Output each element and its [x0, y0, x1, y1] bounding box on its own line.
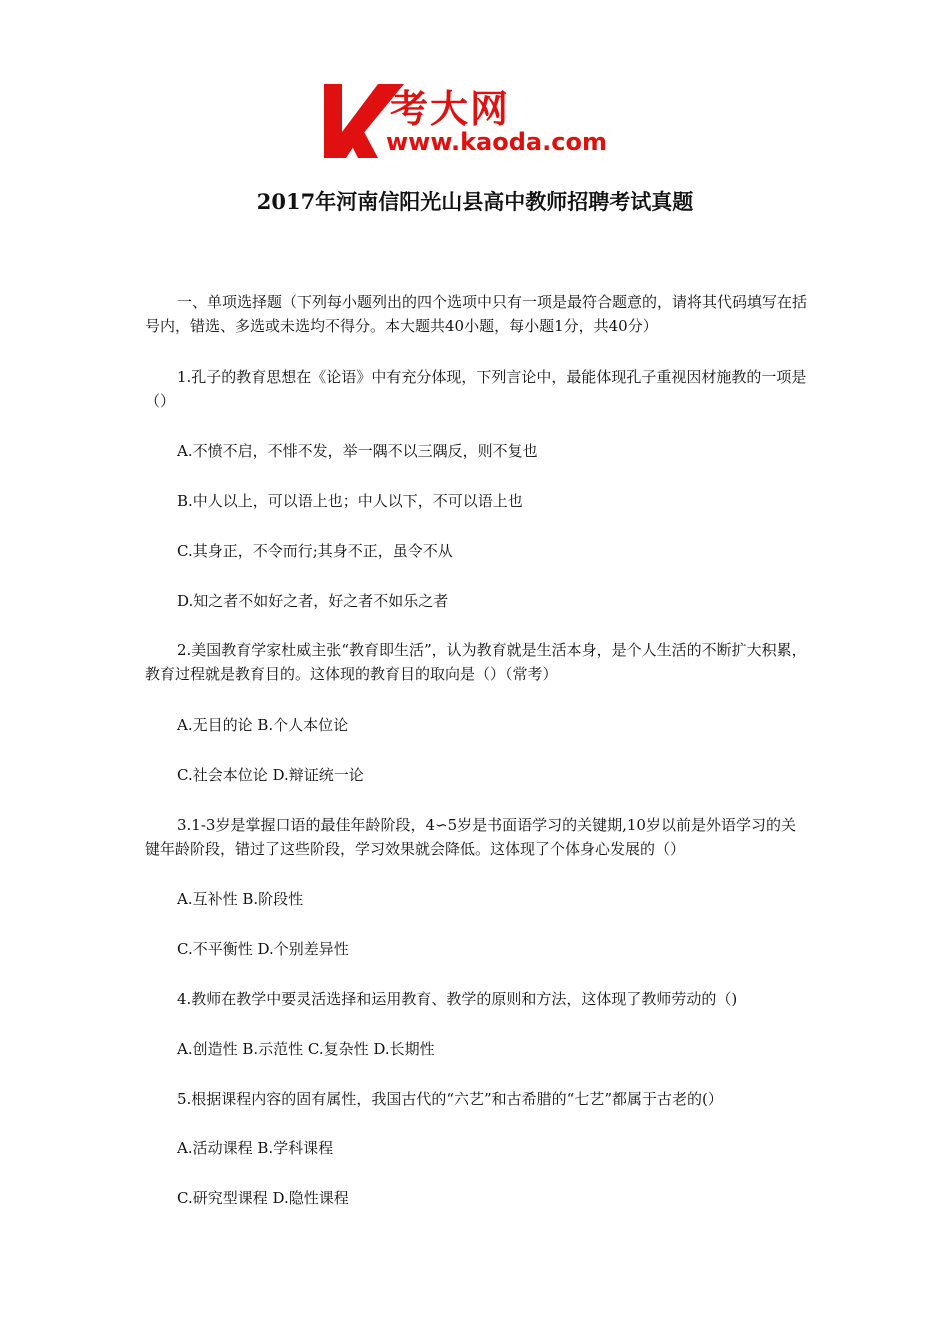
q1-option-a: A.不愤不启，不悱不发，举一隅不以三隅反，则不复也: [177, 442, 538, 460]
q1-option-d: D.知之者不如好之者，好之者不如乐之者: [177, 592, 449, 610]
question-4: 4.教师在教学中要灵活选择和运用教育、教学的原则和方法，这体现了教师劳动的（): [177, 990, 738, 1008]
section-heading: 一、单项选择题（下列每小题列出的四个选项中只有一项是最符合题意的，请将其代码填写在括号内，错选、多选或未选均不得分。本大题共40小题，每小题1分，共40分）: [145, 293, 808, 335]
q1-option-b: B.中人以上，可以语上也；中人以下，不可以语上也: [177, 492, 523, 510]
logo-chinese-text: 考大网: [390, 87, 511, 131]
question-3: 3.1-3岁是掌握口语的最佳年龄阶段，4∽5岁是书面语学习的关键期,10岁以前是外语学习的关键年龄阶段，错过了这些阶段，学习效果就会降低。这体现了个体身心发展的（）: [145, 816, 796, 858]
question-1: 1.孔子的教育思想在《论语》中有充分体现，下列言论中，最能体现孔子重视因材施教的一项是（）: [145, 368, 807, 410]
q1-option-c: C.其身正，不令而行;其身不正，虽令不从: [177, 542, 453, 560]
document-title: 2017年河南信阳光山县高中教师招聘考试真题: [256, 189, 694, 214]
q3-options-cd: C.不平衡性 D.个别差异性: [177, 940, 349, 958]
question-2: 2.美国教育学家杜威主张“教育即生活”，认为教育就是生活本身，是个人生活的不断扩大积累，教育过程就是教育目的。这体现的教育目的取向是（）（常考）: [145, 641, 807, 683]
q2-options-cd: C.社会本位论 D.辩证统一论: [177, 766, 364, 784]
logo-url-text: www.kaoda.com: [386, 128, 607, 156]
q2-options-ab: A.无目的论 B.个人本位论: [177, 716, 349, 734]
q5-options-ab: A.活动课程 B.学科课程: [177, 1139, 334, 1157]
kaoda-logo: [318, 76, 648, 166]
q3-options-ab: A.互补性 B.阶段性: [177, 890, 304, 908]
question-5: 5.根据课程内容的固有属性，我国古代的“六艺”和古希腊的“七艺”都属于古老的(）: [177, 1090, 723, 1108]
q5-options-cd: C.研究型课程 D.隐性课程: [177, 1189, 349, 1207]
q4-options: A.创造性 B.示范性 C.复杂性 D.长期性: [177, 1040, 435, 1058]
